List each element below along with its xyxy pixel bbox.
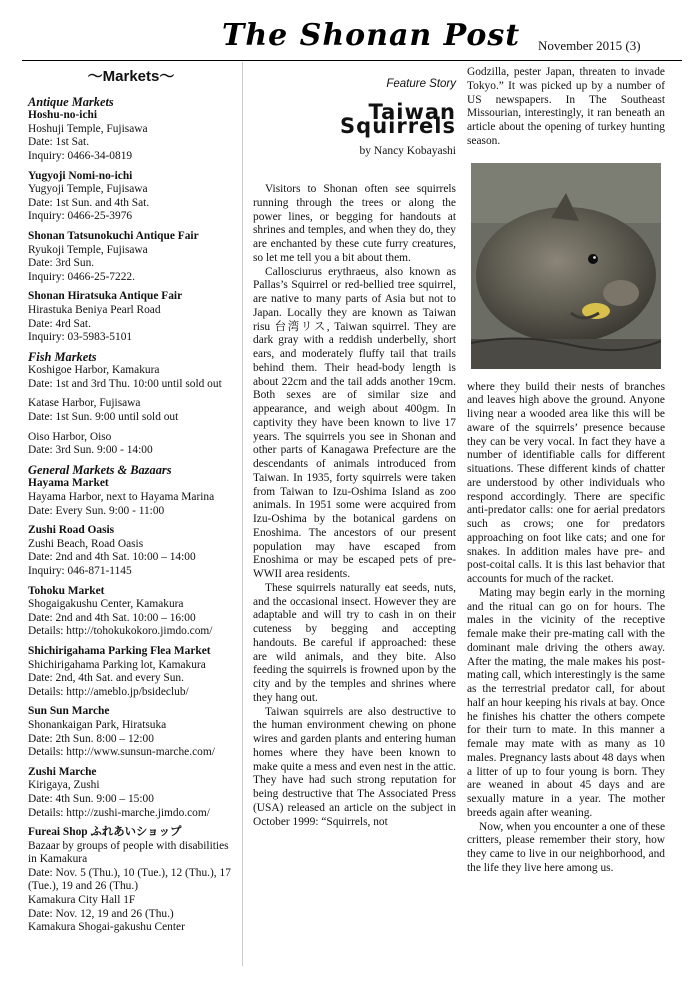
article-paragraph: Taiwan squirrels are also destructive to the human environment chewing on phone wires and garden plants and entering human homes where they have been known to make quite a mess and even nest in the attic. They have had such strong reputation for being destructive that The Associated Press (USA) released an article on the subject in October 1999: “Squirrels, not (253, 705, 456, 828)
market-entry (28, 766, 234, 820)
market-detail: Date: 3rd Sun. 9:00 - 14:00 (28, 444, 153, 457)
market-entry (28, 109, 234, 163)
issue-date: November 2015 (3) (538, 38, 641, 53)
market-sections (28, 96, 234, 935)
sidebar-title: 〜Markets〜 (87, 68, 175, 85)
market-detail: Date: 1st Sun. and 4th Sat. (28, 196, 150, 209)
article-paragraph: These squirrels naturally eat seeds, nuts, and the occasional insect. However they are adaptable and will try to cash in on their cuteness by begging and accepting handouts. Be careful if approached: these are wild animals, and they bite. Also feeding the squirrels is frowned upon by the city and by the temples and shrines where they hang out. (253, 581, 456, 704)
header-rule (22, 60, 682, 61)
article-headline: Taiwan Squirrels (340, 99, 456, 138)
market-name: Shonan Tatsunokuchi Antique Fair (28, 229, 199, 242)
market-name: Tohoku Market (28, 584, 105, 597)
market-detail: Kamakura City Hall 1F (28, 894, 136, 907)
market-detail: Date: 2nd and 4th Sat. 10:00 – 14:00 (28, 551, 196, 564)
market-entry (28, 431, 234, 458)
markets-sidebar (28, 66, 234, 941)
market-section-title: Fish Markets (28, 349, 97, 364)
market-detail: Bazaar by groups of people with disabilities in Kamakura (28, 839, 229, 866)
market-detail: Shichirigahama Parking lot, Kamakura (28, 658, 206, 671)
article-paragraph: Callosciurus erythraeus, also known as Pallas’s Squirrel or red-bellied tree squirrel, are native to many parts of Asia but not to Japan. Locally they are known as Taiwan risu 台湾リス, Taiwan squirrel. They are dark gray with a reddish underbelly, short ears, and moderately fluffy tail that trails behind them. Their head-body length is about 22cm and the tail adds another 19cm. Both sexes are of similar size and appearance, and weigh about 400gm. In captivity they have been known to live 17 years. The squirrels you see in Shonan and other parts of Kanagawa Prefecture are the descendants of animals introduced from Taiwan. In 1935, forty squirrels were taken from Taiwan to Izu-Oshima Island as zoo animals. In 1951 some were acquired from Izu-Oshima by the botanical gardens on Enoshima. The ancestors of our present population may have escaped from Enoshima or may be escaped pets of pre-WWII area residents. (253, 265, 456, 580)
market-detail: Date: 4th Sun. 9:00 – 15:00 (28, 792, 154, 805)
market-detail: Kamakura Shogai-gakushu Center (28, 921, 185, 934)
market-detail: Shogaigakushu Center, Kamakura (28, 598, 184, 611)
market-name: Zushi Marche (28, 765, 97, 778)
market-detail: Kirigaya, Zushi (28, 779, 100, 792)
market-entry (28, 170, 234, 224)
market-detail: Yugyoji Temple, Fujisawa (28, 183, 148, 196)
market-detail: Date: 1st Sat. (28, 136, 90, 149)
market-detail: Inquiry: 03-5983-5101 (28, 331, 133, 344)
squirrel-photo (471, 163, 661, 369)
market-name: Fureai Shop ふれあいショップ (28, 826, 182, 839)
market-detail: Katase Harbor, Fujisawa (28, 397, 141, 410)
article-body-middle (253, 183, 456, 829)
market-detail: Date: 1st and 3rd Thu. 10:00 until sold out (28, 377, 222, 390)
market-detail: Shonankaigan Park, Hiratsuka (28, 718, 167, 731)
article-column-middle (253, 66, 456, 829)
market-detail: Date: Nov. 12, 19 and 26 (Thu.) (28, 907, 174, 920)
article-paragraph: Godzilla, pester Japan, threaten to invade Tokyo.” It was picked up by a number of US newspapers. In The Southeast Missourian, interestingly, it ran beneath an article about the opening of turkey hunting season. (467, 66, 665, 147)
market-name: Hoshu-no-ichi (28, 109, 97, 122)
article-byline: by Nancy Kobayashi (359, 145, 456, 158)
market-name: Zushi Road Oasis (28, 524, 115, 537)
market-detail: Inquiry: 0466-25-7222. (28, 270, 135, 283)
market-name: Shichirigahama Parking Flea Market (28, 644, 211, 657)
market-entry (28, 477, 234, 518)
market-detail: Hoshuji Temple, Fujisawa (28, 122, 148, 135)
market-detail: Koshigoe Harbor, Kamakura (28, 364, 160, 377)
market-detail: Inquiry: 046-871-1145 (28, 565, 132, 577)
market-detail: Details: http://tohokukokoro.jimdo.com/ (28, 625, 213, 638)
article-paragraph: Visitors to Shonan often see squirrels running through the trees or along the power lines, or begging for handouts at shrines and temples, and when they do, they are enchanted by these cute furry creatures, so let me tell you a bit about them. (253, 183, 456, 264)
market-entry (28, 397, 234, 424)
market-detail: Date: 2th Sun. 8:00 – 12:00 (28, 732, 154, 745)
market-detail: Date: 4rd Sat. (28, 317, 91, 330)
market-name: Hayama Market (28, 477, 109, 490)
market-detail: Date: 2nd, 4th Sat. and every Sun. (28, 672, 184, 685)
market-detail: Date: 3rd Sun. (28, 257, 95, 270)
market-section-title: General Markets & Bazaars (28, 462, 172, 477)
article-column-right (467, 66, 665, 876)
market-name: Shonan Hiratsuka Antique Fair (28, 290, 183, 303)
market-name: Yugyoji Nomi-no-ichi (28, 169, 133, 182)
market-detail: Details: http://ameblo.jp/bsideclub/ (28, 685, 189, 698)
market-entry (28, 524, 234, 578)
market-detail: Ryukoji Temple, Fujisawa (28, 243, 148, 256)
market-entry (28, 230, 234, 284)
masthead: The Shonan Post (222, 18, 521, 53)
market-section-title: Antique Markets (28, 94, 114, 109)
feature-kicker: Feature Story (386, 78, 456, 90)
article-paragraph: Now, when you encounter a one of these critters, please remember their story, how they came to live in our neighborhood, and the life they live here among us. (467, 820, 665, 874)
market-detail: Details: http://www.sunsun-marche.com/ (28, 746, 215, 759)
market-detail: Inquiry: 0466-25-3976 (28, 210, 133, 223)
market-detail: Details: http://zushi-marche.jimdo.com/ (28, 806, 210, 819)
market-detail: Hayama Harbor, next to Hayama Marina (28, 491, 215, 504)
article-paragraph: Mating may begin early in the morning and the ritual can go on for hours. The males in the vicinity of the receptive female make their pre-mating call with the dominant male driving the others away. After the mating, the male makes his post-mating call, which interestingly is the same as the terrestrial predator call, for about half an hour keeping his rivals at bay. Once he finishes his chatter the others compete for their turn to mate. In this manner a female may mate with as many as 10 males. Pregnancy lasts about 48 days when a litter of up to four young is born. They are weaned in about 45 days and are sexually mature in a year. The mother breeds again after weaning. (467, 586, 665, 819)
market-detail: Date: 2nd and 4th Sat. 10:00 – 16:00 (28, 611, 196, 624)
market-entry (28, 826, 234, 935)
column-separator (242, 62, 243, 966)
market-detail: Hirastuka Beniya Pearl Road (28, 303, 161, 316)
market-entry (28, 645, 234, 699)
market-entry (28, 705, 234, 759)
article-paragraph: where they build their nests of branches and leaves high above the ground. Anyone living near a wooded area like this will be aware of the squirrels’ presence because they can be very vocal. In fact they have a number of identifiable calls for different situations. These different kinds of chatter are understood by other individuals who respond accordingly. There are specific anti-predator calls: one for aerial predators such as crows; one for predators approaching on foot like cats; and one for snakes. In addition males have pre- and post-coital calls. It is this last behavior that accounts for much of the racket. (467, 380, 665, 585)
market-detail: Date: Nov. 5 (Thu.), 10 (Tue.), 12 (Thu.), 17 (Tue.), 19 and 26 (Thu.) (28, 866, 231, 893)
market-detail: Inquiry: 0466-34-0819 (28, 149, 133, 162)
market-detail: Date: 1st Sun. 9:00 until sold out (28, 411, 179, 424)
article-body-right (467, 381, 665, 876)
market-detail: Oiso Harbor, Oiso (28, 430, 112, 443)
market-entry (28, 290, 234, 344)
market-entry (28, 364, 234, 391)
market-detail: Zushi Beach, Road Oasis (28, 537, 144, 550)
market-name: Sun Sun Marche (28, 705, 110, 718)
market-detail: Date: Every Sun. 9:00 - 11:00 (28, 504, 165, 517)
market-entry (28, 585, 234, 639)
